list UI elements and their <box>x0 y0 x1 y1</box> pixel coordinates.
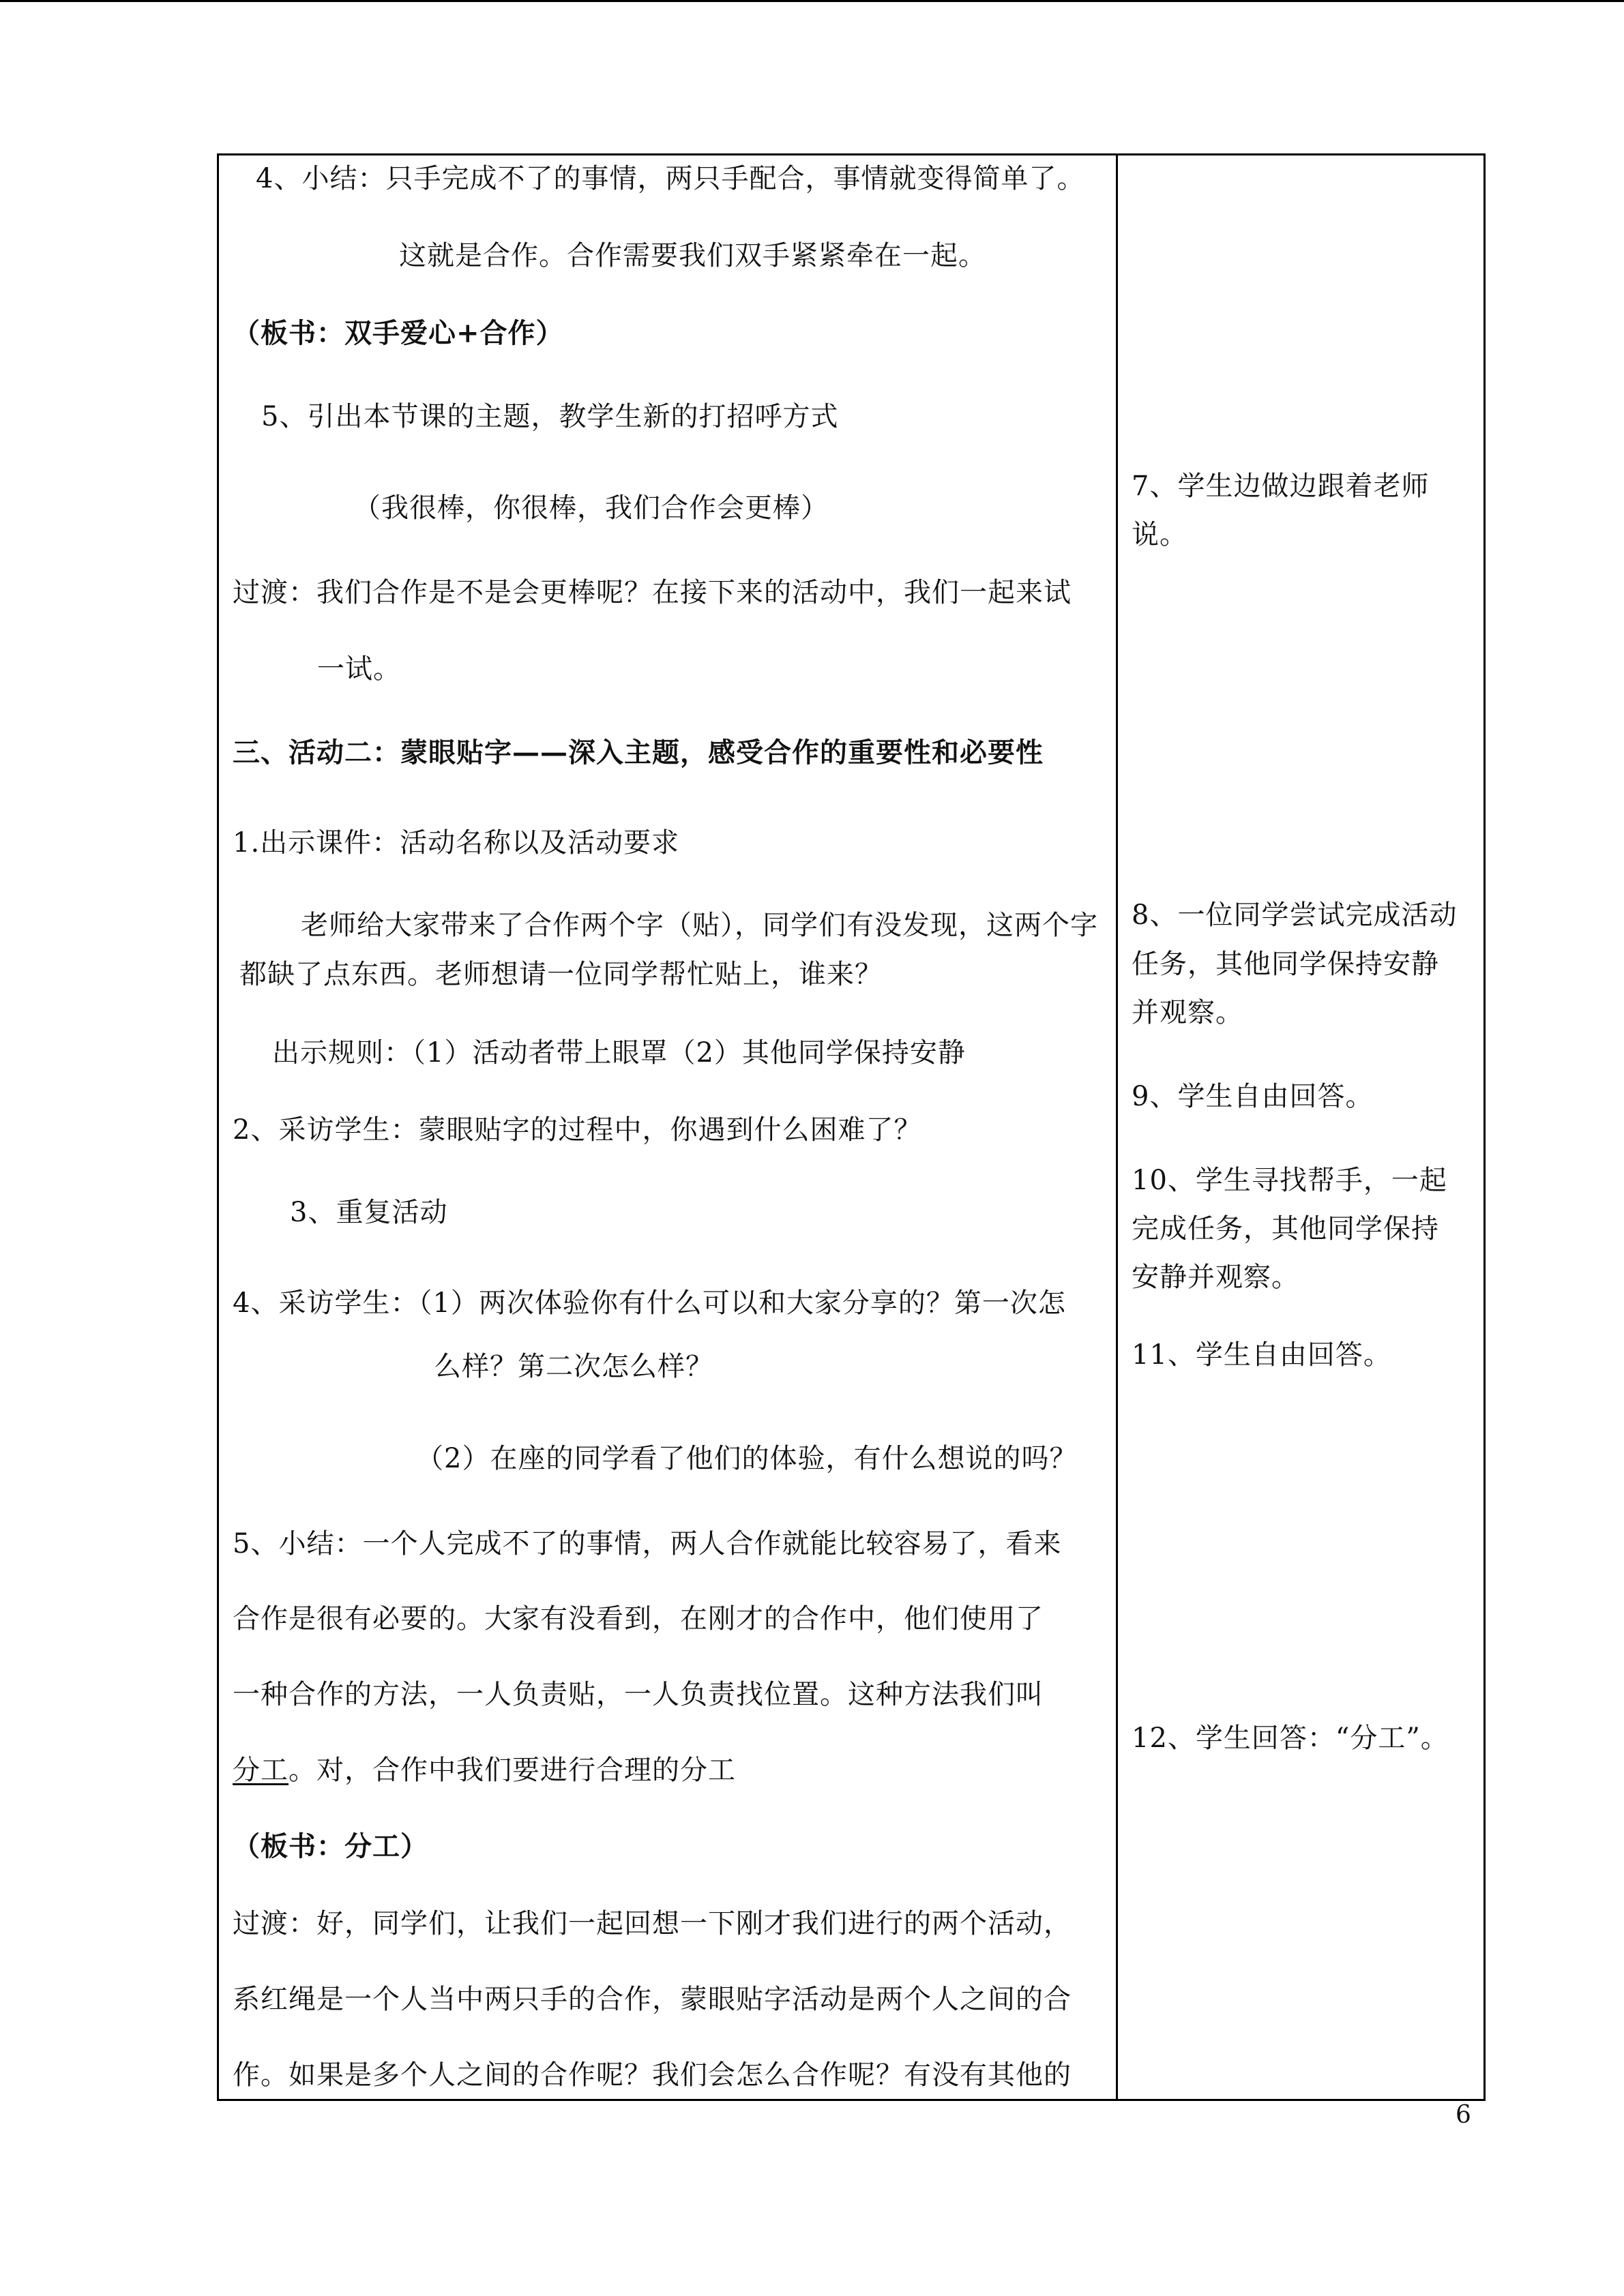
summary-two-people-line-3: 一种合作的方法，一人负责贴，一人负责找位置。这种方法我们叫 <box>233 1679 1044 1710</box>
summary-two-people-line-2: 合作是很有必要的。大家有没看到，在刚才的合作中，他们使用了 <box>233 1603 1044 1635</box>
student-response-8-line-2: 任务，其他同学保持安静 <box>1132 949 1439 980</box>
blackboard-note-division: （板书：分工） <box>233 1830 428 1862</box>
transition-line-2: 一试。 <box>317 653 401 685</box>
student-response-8-line-3: 并观察。 <box>1132 997 1243 1028</box>
division-of-labor-line <box>233 1754 736 1787</box>
transition-review-line-3: 作。如果是多个人之间的合作呢？我们会怎么合作呢？有没有其他的 <box>233 2059 1072 2091</box>
transition-review-line-2: 系红绳是一个人当中两只手的合作，蒙眼贴字活动是两个人之间的合 <box>233 1984 1072 2015</box>
student-response-9: 9、学生自由回答。 <box>1132 1081 1374 1112</box>
step-show-courseware: 1.出示课件：活动名称以及活动要求 <box>233 827 680 859</box>
student-response-7-line-1: 7、学生边做边跟着老师 <box>1132 471 1430 502</box>
summary-two-people-line-1: 5、小结：一个人完成不了的事情，两人合作就能比较容易了，看来 <box>233 1528 1062 1560</box>
activity-two-heading: 三、活动二：蒙眼贴字——深入主题，感受合作的重要性和必要性 <box>233 736 1044 769</box>
top-border-line <box>0 0 1624 2</box>
activity-rules: 出示规则：（1）活动者带上眼罩（2）其他同学保持安静 <box>272 1037 966 1069</box>
student-response-12: 12、学生回答：“分工”。 <box>1132 1723 1449 1754</box>
division-of-labor-text: 。对，合作中我们要进行合理的分工 <box>289 1755 736 1786</box>
summary-two-hands: 4、小结：只手完成不了的事情，两只手配合，事情就变得简单了。 <box>256 163 1085 194</box>
repeat-activity: 3、重复活动 <box>290 1197 448 1228</box>
student-response-10-line-2: 完成任务，其他同学保持 <box>1132 1213 1439 1244</box>
interview-students-2-line-2: 么样？第二次怎么样？ <box>434 1351 713 1382</box>
student-response-10-line-1: 10、学生寻找帮手，一起 <box>1132 1165 1447 1196</box>
student-response-7-line-2: 说。 <box>1132 519 1187 550</box>
interview-students-2-line-1: 4、采访学生：（1）两次体验你有什么可以和大家分享的？第一次怎 <box>233 1287 1066 1319</box>
interview-students-1: 2、采访学生：蒙眼贴字的过程中，你遇到什么困难了？ <box>233 1114 922 1146</box>
student-response-10-line-3: 安静并观察。 <box>1132 1262 1299 1293</box>
division-of-labor-term: 分工 <box>233 1755 289 1786</box>
column-divider <box>1116 153 1118 2101</box>
transition-line-1: 过渡：我们合作是不是会更棒呢？在接下来的活动中，我们一起来试 <box>233 577 1072 608</box>
page-number: 6 <box>1456 2101 1471 2129</box>
interview-question-2: （2）在座的同学看了他们的体验，有什么想说的吗？ <box>416 1443 1078 1474</box>
teacher-instruction-line-2: 都缺了点东西。老师想请一位同学帮忙贴上，谁来？ <box>239 959 883 990</box>
cooperation-definition: 这就是合作。合作需要我们双手紧紧牵在一起。 <box>399 240 986 271</box>
student-response-8-line-1: 8、一位同学尝试完成活动 <box>1132 899 1458 931</box>
greeting-phrase: （我很棒，你很棒，我们合作会更棒） <box>353 492 829 524</box>
teacher-instruction-line-1: 老师给大家带来了合作两个字（贴），同学们有没发现，这两个字 <box>301 910 1098 941</box>
blackboard-note-hands: （板书：双手爱心+合作） <box>233 317 564 349</box>
transition-review-line-1: 过渡：好，同学们，让我们一起回想一下刚才我们进行的两个活动， <box>233 1908 1072 1939</box>
student-response-11: 11、学生自由回答。 <box>1132 1339 1391 1371</box>
lesson-theme-intro: 5、引出本节课的主题，教学生新的打招呼方式 <box>261 401 839 432</box>
